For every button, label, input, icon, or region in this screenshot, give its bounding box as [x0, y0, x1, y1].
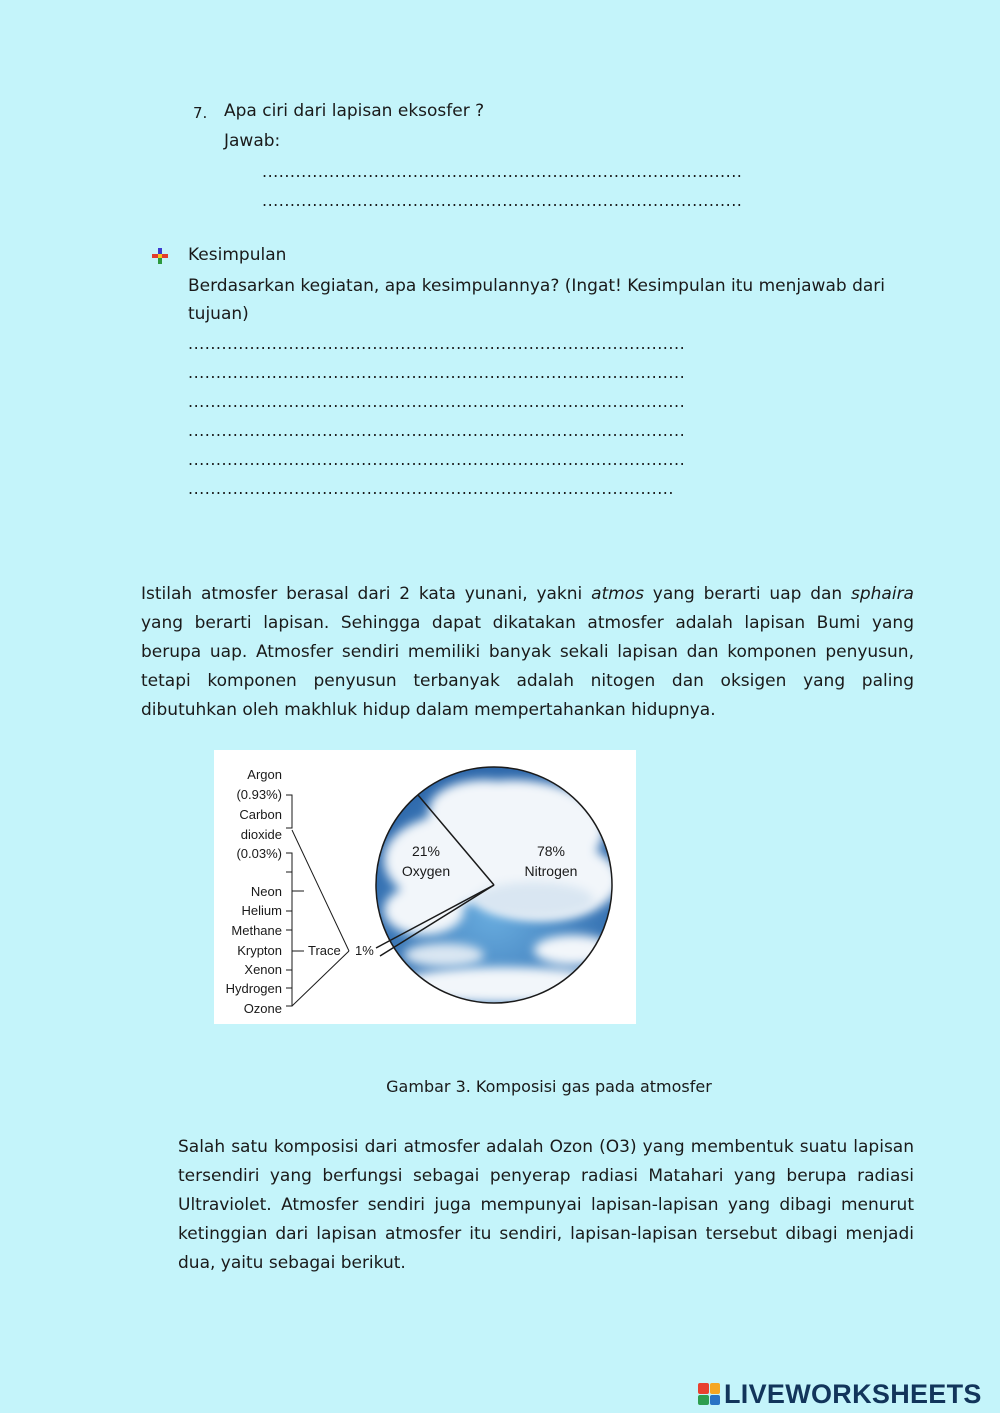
answer-label: Jawab: — [224, 131, 281, 151]
label-methane: Methane — [231, 923, 282, 938]
label-dioxide: dioxide — [240, 827, 282, 842]
label-oxygen-pct: 21% — [411, 843, 441, 859]
label-oxygen: Oxygen — [401, 863, 451, 879]
label-co2-pct: (0.03%) — [236, 846, 282, 861]
conclusion-line-5[interactable]: ......................................................................................... — [188, 452, 686, 468]
brand-name: LIVEWORKSHEETS — [724, 1378, 982, 1409]
trace-bracket — [286, 795, 349, 1006]
plus-bullet-icon — [151, 247, 169, 265]
label-argon-pct: (0.93%) — [236, 787, 282, 802]
label-nitrogen-pct: 78% — [536, 843, 566, 859]
term-sphaira: sphaira — [851, 584, 914, 604]
conclusion-title: Kesimpulan — [188, 245, 287, 265]
label-trace: Trace — [308, 943, 341, 958]
label-carbon: Carbon — [239, 807, 282, 822]
label-argon: Argon — [247, 767, 282, 782]
question-text: Apa ciri dari lapisan eksosfer ? — [224, 101, 485, 121]
atmosphere-composition-figure — [214, 750, 636, 1024]
conclusion-prompt: Berdasarkan kegiatan, apa kesimpulannya? (Ingat! Kesimpulan itu menjawab dari tujuan) — [188, 276, 885, 324]
label-trace-pct: 1% — [355, 943, 374, 958]
answer-line-2[interactable]: ...................................................................................... — [262, 193, 743, 209]
conclusion-line-4[interactable]: ......................................................................................... — [188, 423, 686, 439]
liveworksheets-logo-icon — [698, 1383, 720, 1405]
label-hydrogen: Hydrogen — [225, 981, 282, 996]
label-nitrogen: Nitrogen — [524, 863, 578, 879]
label-helium: Helium — [241, 903, 282, 918]
answer-line-1[interactable]: ...................................................................................... — [262, 164, 743, 180]
conclusion-line-3[interactable]: ......................................................................................... — [188, 394, 686, 410]
conclusion-line-2[interactable]: ......................................................................................... — [188, 365, 686, 381]
label-krypton: Krypton — [237, 943, 282, 958]
label-neon: Neon — [250, 884, 282, 899]
liveworksheets-brand[interactable] — [698, 1378, 982, 1410]
conclusion-line-1[interactable]: ......................................................................................... — [188, 336, 686, 352]
intro-paragraph: Istilah atmosfer berasal dari 2 kata yunani, yakni atmos yang berarti uap dan sphaira yang berarti lapisan. Sehingga dapat dikatakan atmosfer adalah lapisan Bumi yang berupa uap. Atmosfer sendiri memiliki banyak sekali lapisan dan komponen penyusun, tetapi komponen penyusun terbanyak adalah nitogen dan oksigen yang paling dibutuhkan oleh makhluk hidup dalam mempertahankan hidupnya. — [141, 584, 914, 720]
term-atmos: atmos — [591, 584, 644, 604]
label-xenon: Xenon — [244, 962, 282, 977]
conclusion-line-6[interactable]: ....................................................................................... — [188, 481, 674, 497]
ozone-paragraph: Salah satu komposisi dari atmosfer adalah Ozon (O3) yang membentuk suatu lapisan tersendiri yang berfungsi sebagai penyerap radiasi Matahari yang berupa radiasi Ultraviolet. Atmosfer sendiri juga mempunyai lapisan-lapisan yang dibagi menurut ketinggian dari lapisan atmosfer itu sendiri, lapisan-lapisan tersebut dibagi menjadi dua, yaitu sebagai berikut. — [178, 1137, 914, 1273]
question-number: 7. — [193, 104, 208, 122]
label-ozone: Ozone — [243, 1001, 282, 1016]
sky-photo — [374, 760, 619, 1010]
figure-caption: Gambar 3. Komposisi gas pada atmosfer — [386, 1077, 712, 1096]
